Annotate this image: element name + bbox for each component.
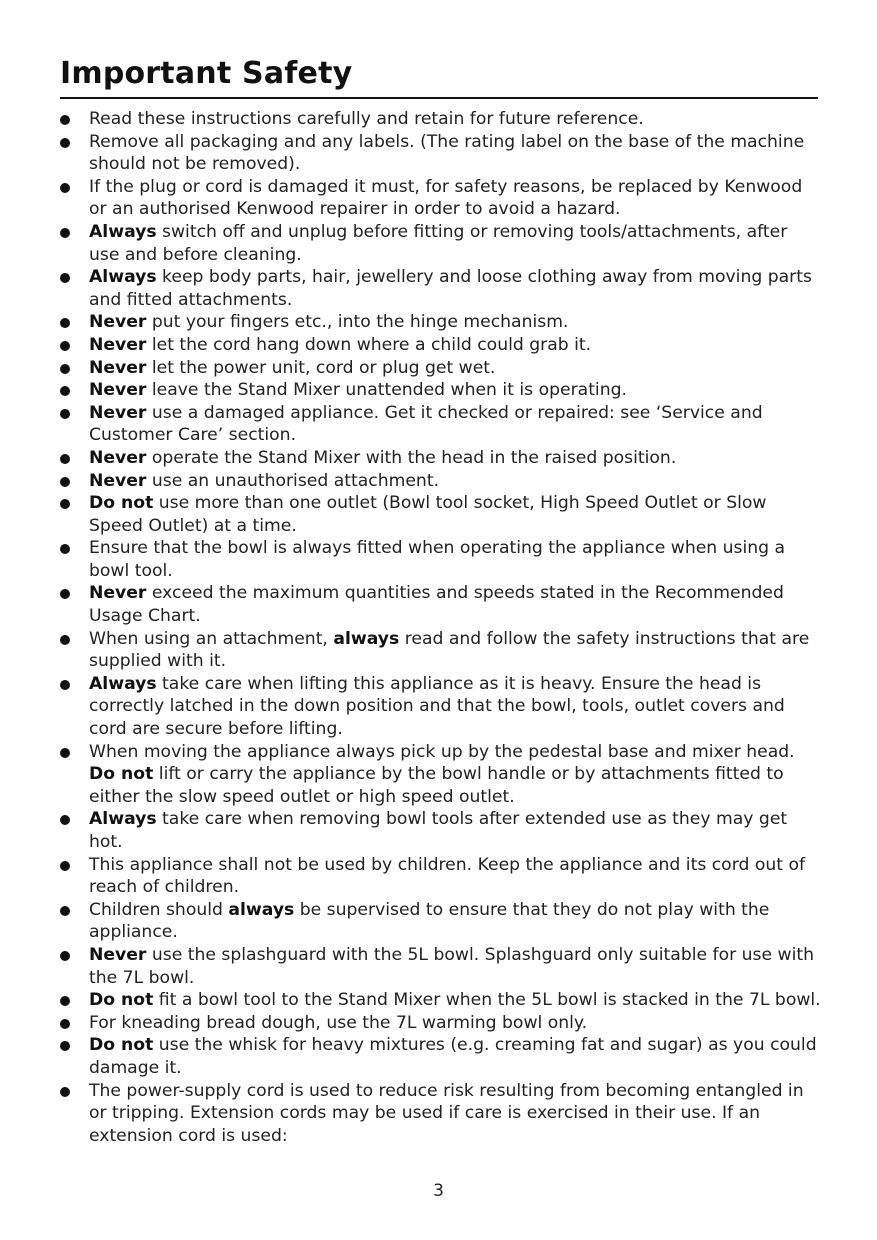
item-keyword: always	[333, 628, 400, 649]
bullet-icon	[60, 364, 70, 374]
item-text: use an unauthorised attachment.	[146, 470, 440, 491]
safety-item	[60, 899, 822, 944]
bullet-icon	[60, 589, 70, 599]
item-keyword: Never	[89, 470, 147, 491]
bullet-icon	[60, 318, 70, 328]
item-keyword: Never	[89, 944, 147, 965]
item-text: fit a bowl tool to the Stand Mixer when the 5L bowl is stacked in the 7L bowl.	[153, 990, 821, 1011]
item-keyword: Never	[89, 447, 147, 468]
item-text: keep body parts, hair, jewellery and loose clothing away from moving parts and fitted attachments.	[89, 267, 812, 310]
bullet-icon	[60, 409, 70, 419]
item-text-pre: When moving the appliance always pick up by the pedestal base and mixer head.	[89, 741, 795, 762]
item-text-pre: When using an attachment,	[89, 628, 334, 649]
item-keyword: Never	[89, 583, 147, 604]
safety-item	[60, 854, 822, 899]
item-text: lift or carry the appliance by the bowl handle or by attachments fitted to either the slow speed outlet or high speed outlet.	[89, 764, 784, 807]
safety-item	[60, 447, 822, 470]
safety-item	[60, 176, 822, 221]
page-title: Important Safety	[60, 56, 353, 91]
safety-item	[60, 944, 822, 989]
bullet-icon	[60, 815, 70, 825]
bullet-icon	[60, 477, 70, 487]
item-text: switch off and unplug before fitting or removing tools/attachments, after use and before cleaning.	[89, 221, 788, 265]
safety-item	[60, 357, 822, 380]
safety-item	[60, 334, 822, 357]
item-keyword: Always	[89, 673, 157, 694]
bullet-icon	[60, 1019, 70, 1029]
item-text: let the cord hang down where a child could grab it.	[146, 334, 592, 355]
bullet-icon	[60, 544, 70, 554]
bullet-icon	[60, 454, 70, 464]
safety-item	[60, 741, 822, 809]
bullet-icon	[60, 1087, 70, 1097]
bullet-icon	[60, 115, 70, 125]
bullet-icon	[60, 183, 70, 193]
item-text: Ensure that the bowl is always fitted when operating the appliance when using a bowl tool.	[89, 538, 786, 581]
safety-item	[60, 582, 822, 627]
item-keyword: Never	[89, 334, 147, 355]
item-text: operate the Stand Mixer with the head in the raised position.	[146, 447, 677, 468]
bullet-icon	[60, 680, 70, 690]
item-text: use a damaged appliance. Get it checked or repaired: see ‘Service and Customer Care’ section.	[89, 402, 763, 446]
safety-item	[60, 989, 822, 1012]
item-keyword: Always	[89, 809, 157, 830]
page-number: 3	[433, 1181, 444, 1201]
bullet-icon	[60, 748, 70, 758]
bullet-icon	[60, 341, 70, 351]
safety-item	[60, 311, 822, 334]
safety-item	[60, 808, 822, 853]
safety-item	[60, 266, 822, 311]
bullet-icon	[60, 386, 70, 396]
bullet-icon	[60, 951, 70, 961]
item-text: Remove all packaging and any labels. (The rating label on the base of the machine should not be removed).	[89, 131, 805, 175]
safety-item	[60, 492, 822, 537]
item-text: use more than one outlet (Bowl tool socket, High Speed Outlet or Slow Speed Outlet) at a time.	[89, 493, 767, 536]
bullet-icon	[60, 906, 70, 916]
item-keyword: Do not	[89, 1035, 154, 1056]
safety-instructions-list	[60, 108, 822, 1147]
bullet-icon	[60, 1041, 70, 1051]
item-keyword: Never	[89, 312, 147, 333]
item-keyword: always	[228, 899, 295, 920]
item-text: read and follow the safety instructions that are supplied with it.	[89, 628, 810, 672]
bullet-icon	[60, 138, 70, 148]
item-text: This appliance shall not be used by children. Keep the appliance and its cord out of reach of children.	[89, 854, 806, 898]
item-keyword: Do not	[89, 764, 154, 785]
item-text: take care when lifting this appliance as it is heavy. Ensure the head is correctly latched in the down position and that the bowl, tools, outlet covers and cord are secure before lifting.	[89, 673, 785, 740]
safety-item	[60, 402, 822, 447]
item-keyword: Never	[89, 402, 147, 423]
item-text: For kneading bread dough, use the 7L warming bowl only.	[89, 1012, 588, 1033]
safety-item	[60, 1080, 822, 1148]
bullet-icon	[60, 273, 70, 283]
safety-item	[60, 131, 822, 176]
item-text: use the whisk for heavy mixtures (e.g. creaming fat and sugar) as you could damage it.	[89, 1035, 817, 1078]
item-text: If the plug or cord is damaged it must, for safety reasons, be replaced by Kenwood or an authorised Kenwood repairer in order to avoid a hazard.	[89, 176, 803, 220]
item-text-pre: Children should	[89, 899, 229, 920]
title-divider	[60, 97, 818, 99]
item-text: take care when removing bowl tools after extended use as they may get hot.	[89, 809, 788, 852]
bullet-icon	[60, 228, 70, 238]
bullet-icon	[60, 499, 70, 509]
item-text: put your fingers etc., into the hinge mechanism.	[146, 312, 569, 333]
bullet-icon	[60, 635, 70, 645]
safety-item	[60, 108, 822, 131]
safety-item	[60, 1012, 822, 1035]
item-text: be supervised to ensure that they do not play with the appliance.	[89, 899, 770, 943]
bullet-icon	[60, 996, 70, 1006]
safety-item	[60, 1034, 822, 1079]
safety-item	[60, 673, 822, 741]
safety-item	[60, 470, 822, 493]
item-keyword: Never	[89, 380, 147, 401]
item-text: exceed the maximum quantities and speeds stated in the Recommended Usage Chart.	[89, 583, 784, 627]
item-text: Read these instructions carefully and retain for future reference.	[89, 109, 644, 129]
item-text: The power-supply cord is used to reduce risk resulting from becoming entangled in or tripping. Extension cords may be used if care is exercised in their use. If an extension cord is used:	[89, 1080, 804, 1146]
item-text: leave the Stand Mixer unattended when it is operating.	[146, 380, 627, 401]
safety-item	[60, 628, 822, 673]
safety-item	[60, 537, 822, 582]
safety-item	[60, 379, 822, 402]
item-keyword: Always	[89, 267, 157, 288]
safety-item	[60, 221, 822, 266]
item-keyword: Never	[89, 357, 147, 378]
item-text: let the power unit, cord or plug get wet.	[146, 357, 496, 378]
item-text: use the splashguard with the 5L bowl. Splashguard only suitable for use with the 7L bowl.	[89, 944, 814, 988]
item-keyword: Do not	[89, 990, 154, 1011]
item-keyword: Always	[89, 221, 157, 242]
item-keyword: Do not	[89, 493, 154, 514]
bullet-icon	[60, 861, 70, 871]
